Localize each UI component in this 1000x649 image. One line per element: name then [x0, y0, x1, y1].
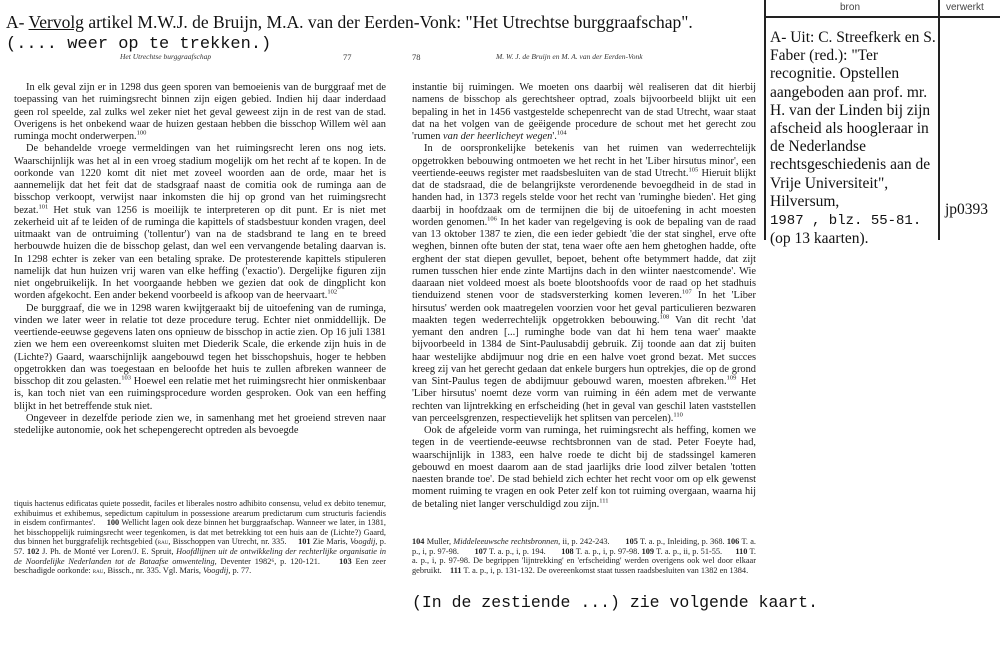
- paragraph: De behandelde vroege vermeldingen van het ruimingsrecht leren ons nog iets. Waarschijnlijk was het al in een vroeg stadium mogelijk om het recht af te kopen. In de oorkonde van 1220 komt dit niet met zoveel woorden aan de orde, maar het is aannemelijk dat het feit dat de stadsgraaf naast de comitia ook de ruminga aan de bisschop verkoopt, verwijst naar inkomsten die hij op grond van het ruimingsrecht bezat.$^{101}$ Het stuk van 1256 is moeilijk te interpreteren op dit punt. Er is niet met zekerheid uit af te leiden of de ruminga die kapittels of stadsbestuur konden vragen, deel uitmaakt van de ontruiming ('tollentur') van na de stadsbrand te lang en te breed herbouwde huizen die de bisschop gelast, dan wel een vervangende betaling daarvan is. In 1298 echter is zeker van een betaling sprake. De protesterende kapittels stipuleren namelijk dat hun huizen vrij waren van elke heffing ('exactio'). Dergelijke figuren zijn niet ongebruikelijk. In het voorgaande hebben we gezien dat ook de dingplicht kon worden afgekocht. Een ander bekend voorbeeld is afkoop van de heervaart.$^{102}$: [14, 143, 386, 302]
- footnote-ref: 102: [327, 288, 338, 296]
- bron-citation: A- Uit: C. Streefkerk en S. Faber (red.): "Ter recognitie. Opstellen aangeboden aan prof. mr. H. van der Linden bij zijn afscheid als hoogleraar in de Nederlandse rechtsgeschiedenis aan de Vrije Universiteit", Hilversum, 1987 , blz. 55-81. (op 13 kaarten).: [770, 29, 936, 248]
- footnote-ref: 103: [121, 374, 131, 382]
- paragraph: De burggraaf, die we in 1298 waren kwijtgeraakt bij de uitoefening van de ruminga, vinden we later weer in relatie tot deze procedure terug. Echter niet onmiddellijk. De veertiende-eeuwse gegevens laten ons opnieuw de bisschop in actie zien. Op 16 juli 1381 zien we hem een overeenkomst sluiten met Diederik Scale, die erkende zijn huis in de (Lichte?) Gaard, waarschijnlijk aangebouwd tegen het bisschopshuis, hoger te hebben opgetrokken dan was toegestaan en beloofde het huis te zullen afbreken wanneer de bisschop dit zou gelasten.$^{103}$ Hoewel een relatie met het ruimingsrecht hier onmiskenbaar is, kan toch niet van een ruimingsprocedure worden gesproken. Ook van een heffing blijkt in het betreffende stuk niet.: [14, 302, 386, 412]
- right-page-number: 78: [412, 52, 421, 62]
- card-header-divider: [764, 16, 1000, 18]
- paragraph: Ongeveer in dezelfde periode zien we, in samenhang met het groeiend streven naar stedelijke autonomie, ook het schepengerecht optreden als bevoegde: [14, 412, 386, 436]
- footnote-ref: 100: [136, 129, 147, 137]
- column-header-bron: bron: [840, 2, 861, 13]
- right-footnotes: 104 Muller, Middeleeuwsche rechtsbronnen, ii, p. 242-243. 105 T. a. p., Inleiding, p. 368. 106 T. a. p., i, p. 97-98. 107 T. a. p., i, p. 194. 108 T. a. p., i, p. 97-98. 109 T. a. p., ii, p. 51-55. 110 T. a. p., i, p. 97-98. De begrippen 'lijntrekking' en 'erfscheiding' werden overigens ook wel door elkaar gebruikt. 111 T. a. p., i, p. 131-132. De overeenkomst staat tussen raadsbesluiten van 1382 en 1384.: [412, 537, 756, 575]
- column-header-verwerkt: verwerkt: [946, 2, 984, 13]
- right-running-head: M. W. J. de Bruijn en M. A. van der Eerden-Vonk: [496, 52, 643, 61]
- footnote-ref: 104: [556, 129, 567, 137]
- typed-note-top: (.... weer op te trekken.): [6, 35, 272, 54]
- typed-note-bottom: (In de zestiende ...) zie volgende kaart.: [412, 593, 818, 612]
- index-card: [764, 0, 1000, 248]
- card-left-border: [764, 0, 766, 240]
- paragraph: In de oorspronkelijke betekenis van het ruimen van wederrechtelijk opgetrokken bebouwing ontmoeten we het recht in het 'Liber hirsutus minor', een veertiende-eeuws register met raadsbesluiten van de stad Utrecht.$^{105}$ Hieruit blijkt dat de stadsraad, die de belangrijkste verordenende bevoegdheid in de stad in handen had, in 1373 regels stelde voor het recht van 'ruminghe bieden'. Het ging daarbij in hoofdzaak om de termijnen die bij de uitoefening in acht moesten worden genomen.$^{106}$ In het kader van regelgeving is ook de bepaling van de raad van 13 oktober 1387 te zien, die een ieder gebiedt 'die der stat singhel, erve ofte weghen, binnen ofte buten der stat, tena waer ofte aen hem ghetoghen hadde, ofte erghent der stat diepen gevullet, bepoet, behent ofte betymmert hadde, dat zijt rumen tusschen hier ende zinte Martijns dach in den wiinter naestcomende'. Wie daaraan niet voldeed moest als boete blootshoofds voor de raad op het stadhuis tienduizend stenen voor de stadsversterking komen leveren.$^{107}$ In het 'Liber hirsutus' werden ook maatregelen voorzien voor het geval particulieren bezwaren maakten tegen wederrechtelijk opgetrokken bebouwing.$^{108}$ Van dit recht 'dat yemant den andren [...] ruminghe bode van dat hi hem tena waer' maakte bijvoorbeeld in 1384 de Sint-Paulusabdij gebruik. Zij toonde aan dat zij buiten haar westelijke abdijmuur nog drie en een halve voet grond bezat. Met succes kreeg zij van het gerecht gedaan dat enkele burgers hun optrekjes, die op de grond van Sint-Paulus tegen de abdijmuur gebouwd waren, moesten afbreken.$^{109}$ Het 'Liber hirsutus' noemt deze vorm van ruiming in één adem met de verwante rechten van lijntrekking en erfscheiding (het in geval van geschil laten vaststellen van perceelsgrenzen, respectievelijk het splitsen van percelen).$^{110}$: [412, 143, 756, 424]
- left-page-body: [14, 82, 386, 437]
- right-page-body: [412, 82, 756, 511]
- left-footnotes: tiquis hactenus edificatas quiete possedit, faciles et liberales nostro adhibito consensu, velud ex debito tenemur, exhibuimus et exhibemus, sepedictum capitulum in possessione arearum predictarum cum structuris faciendis in eisdem confirmantes'. 100 Wellicht lagen ook deze binnen het burggraafschap. Wanneer we later, in 1381, het bisschoppelijk ruimingsrecht weer tegenkomen, is dat met betrekking tot een huis aan de (Lichte?) Gaard, dus binnen het burggrafelijk rechtsgebied (rau, Bisschoppen van Utrecht, nr. 335. 101 Zie Maris, Voogdij, p. 57. 102 J. Ph. de Monté ver Loren/J. E. Spruit, Hoofdlijnen uit de ontwikkeling der rechterlijke organisatie in de Noordelijke Nederlanden tot de Bataafse omwenteling, Deventer 1982⁶, p. 120-121. 103 Een zeer beschadigde oorkonde: rau, Bissch., nr. 335. Vgl. Maris, Voogdij, p. 77.: [14, 499, 387, 576]
- document-heading: A- Vervolg artikel M.W.J. de Bruijn, M.A. van der Eerden-Vonk: "Het Utrechtse burggraafschap".: [6, 12, 693, 32]
- paragraph: In elk geval zijn er in 1298 dus geen sporen van bemoeienis van de burggraaf met de toepassing van het ruimingsrecht binnen zijn eigen gebied. Indien hij daar inderdaad geen rol speelde, zal zulks wel zeker niet het geval geweest zijn in de rest van de stad. Overigens is het onbekend waar de huizen gestaan hebben die bisschop Willem wèl aan ruminga mocht onderwerpen.$^{100}$: [14, 82, 386, 142]
- verwerkt-code: jp0393: [945, 201, 989, 218]
- paragraph: Ook de afgeleide vorm van ruminga, het ruimingsrecht als heffing, komen we tegen in de veertiende-eeuwse rechtsbronnen van de stad. Peter Foeyte had, waarschijnlijk in 1383, een halve roede te dicht bij de stadssingel kameren gebouwd en moest daarom aan de stad jaarlijks drie lood zilver betalen 'totten naesten brande toe'. De stad behield zich echter het recht voor om op elk gewenst moment ruiming te vragen en ook Peter zelf kon tot ruiming overgaan, waarna hij de betaling niet langer verschuldigd zou zijn.$^{111}$: [412, 425, 756, 510]
- left-running-head: Het Utrechtse burggraafschap: [120, 52, 212, 61]
- footnote-ref: 101: [38, 203, 49, 211]
- paragraph: instantie bij ruimingen. We moeten ons daarbij wèl realiseren dat dit hierbij namens de bisschop als gerechtsheer optrad, zoals bijvoorbeeld blijkt uit een bepaling in het in 1456 vastgestelde schepenrecht van de stad Utrecht, waar staat dat na het volgen van de geëigende procedure de schout met het gerecht zou 'rumen van der heerlicheyt wegen'.$^{104}$: [412, 82, 756, 142]
- left-page-number: 77: [343, 52, 352, 62]
- heading-underlined-word: Vervolg: [28, 12, 84, 32]
